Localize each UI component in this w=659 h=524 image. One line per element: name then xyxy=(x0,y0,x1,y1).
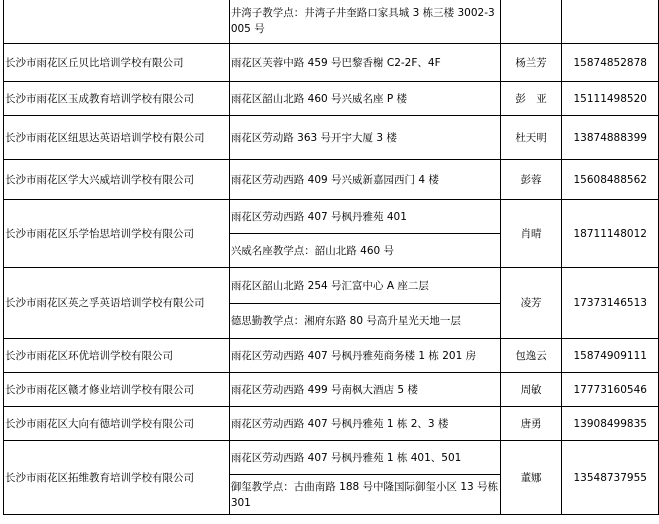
table-row xyxy=(4,44,659,82)
table-row xyxy=(4,116,659,160)
school-address-cell: 雨花区芙蓉中路 459 号巴黎香榭 C2-2F、4F xyxy=(229,44,500,82)
school-name-cell: 长沙市雨花区赣才修业培训学校有限公司 xyxy=(4,373,230,407)
phone-number-cell: 17773160546 xyxy=(562,373,659,407)
table-row xyxy=(4,373,659,407)
school-name-cell xyxy=(4,0,230,44)
table-row xyxy=(4,0,659,44)
school-name-cell: 长沙市雨花区丘贝比培训学校有限公司 xyxy=(4,44,230,82)
school-address-cell: 雨花区劳动西路 409 号兴威新嘉园西门 4 楼 xyxy=(229,160,500,200)
school-name-cell: 长沙市雨花区拓维教育培训学校有限公司 xyxy=(4,441,230,515)
phone-number-cell: 17373146513 xyxy=(562,268,659,339)
school-address-cell: 雨花区劳动西路 499 号南枫大酒店 5 楼 xyxy=(229,373,500,407)
phone-number-cell: 13548737955 xyxy=(562,441,659,515)
school-name-cell: 长沙市雨花区乐学怡思培训学校有限公司 xyxy=(4,200,230,268)
contact-person-cell: 包逸云 xyxy=(500,339,562,373)
contact-person-cell: 彭 亚 xyxy=(500,82,562,116)
school-name-cell: 长沙市雨花区英之孚英语培训学校有限公司 xyxy=(4,268,230,339)
phone-number-cell xyxy=(562,0,659,44)
phone-number-cell: 15874909111 xyxy=(562,339,659,373)
contact-person-cell: 杜天明 xyxy=(500,116,562,160)
table-row xyxy=(4,200,659,234)
school-name-cell: 长沙市雨花区学大兴威培训学校有限公司 xyxy=(4,160,230,200)
table-row xyxy=(4,339,659,373)
table-row xyxy=(4,268,659,304)
contact-person-cell: 肖晴 xyxy=(500,200,562,268)
school-address-cell: 井湾子教学点：井湾子井奎路口家具城 3 栋三楼 3002-3005 号 xyxy=(229,0,500,44)
phone-number-cell: 13874888399 xyxy=(562,116,659,160)
school-address-cell: 雨花区劳动西路 407 号枫丹雅苑 1 栋 401、501 xyxy=(229,441,500,475)
school-address-cell: 御玺教学点：古曲南路 188 号中隆国际御玺小区 13 号栋 301 xyxy=(229,475,500,515)
contact-person-cell: 董娜 xyxy=(500,441,562,515)
school-name-cell: 长沙市雨花区玉成教育培训学校有限公司 xyxy=(4,82,230,116)
contact-person-cell: 唐勇 xyxy=(500,407,562,441)
school-address-cell: 雨花区劳动路 363 号开宇大厦 3 楼 xyxy=(229,116,500,160)
school-address-cell: 雨花区劳动西路 407 号枫丹雅苑商务楼 1 栋 201 房 xyxy=(229,339,500,373)
school-address-cell: 德思勤教学点：湘府东路 80 号高升星光天地一层 xyxy=(229,304,500,339)
school-name-cell: 长沙市雨花区大向有德培训学校有限公司 xyxy=(4,407,230,441)
contact-person-cell: 彭蓉 xyxy=(500,160,562,200)
phone-number-cell: 15874852878 xyxy=(562,44,659,82)
school-registry-table xyxy=(3,0,659,515)
table-row xyxy=(4,407,659,441)
school-address-cell: 雨花区劳动西路 407 号枫丹雅苑 401 xyxy=(229,200,500,234)
contact-person-cell: 杨兰芳 xyxy=(500,44,562,82)
phone-number-cell: 15608488562 xyxy=(562,160,659,200)
school-name-cell: 长沙市雨花区环优培训学校有限公司 xyxy=(4,339,230,373)
school-name-cell: 长沙市雨花区纽思达英语培训学校有限公司 xyxy=(4,116,230,160)
table-row xyxy=(4,82,659,116)
school-address-cell: 雨花区劳动西路 407 号枫丹雅苑 1 栋 2、3 楼 xyxy=(229,407,500,441)
table-row xyxy=(4,160,659,200)
contact-person-cell: 凌芳 xyxy=(500,268,562,339)
school-address-cell: 兴威名座教学点：韶山北路 460 号 xyxy=(229,234,500,268)
table-row xyxy=(4,441,659,475)
school-address-cell: 雨花区韶山北路 254 号汇富中心 A 座二层 xyxy=(229,268,500,304)
school-address-cell: 雨花区韶山北路 460 号兴威名座 P 楼 xyxy=(229,82,500,116)
phone-number-cell: 13908499835 xyxy=(562,407,659,441)
phone-number-cell: 18711148012 xyxy=(562,200,659,268)
phone-number-cell: 15111498520 xyxy=(562,82,659,116)
contact-person-cell xyxy=(500,0,562,44)
contact-person-cell: 周敏 xyxy=(500,373,562,407)
